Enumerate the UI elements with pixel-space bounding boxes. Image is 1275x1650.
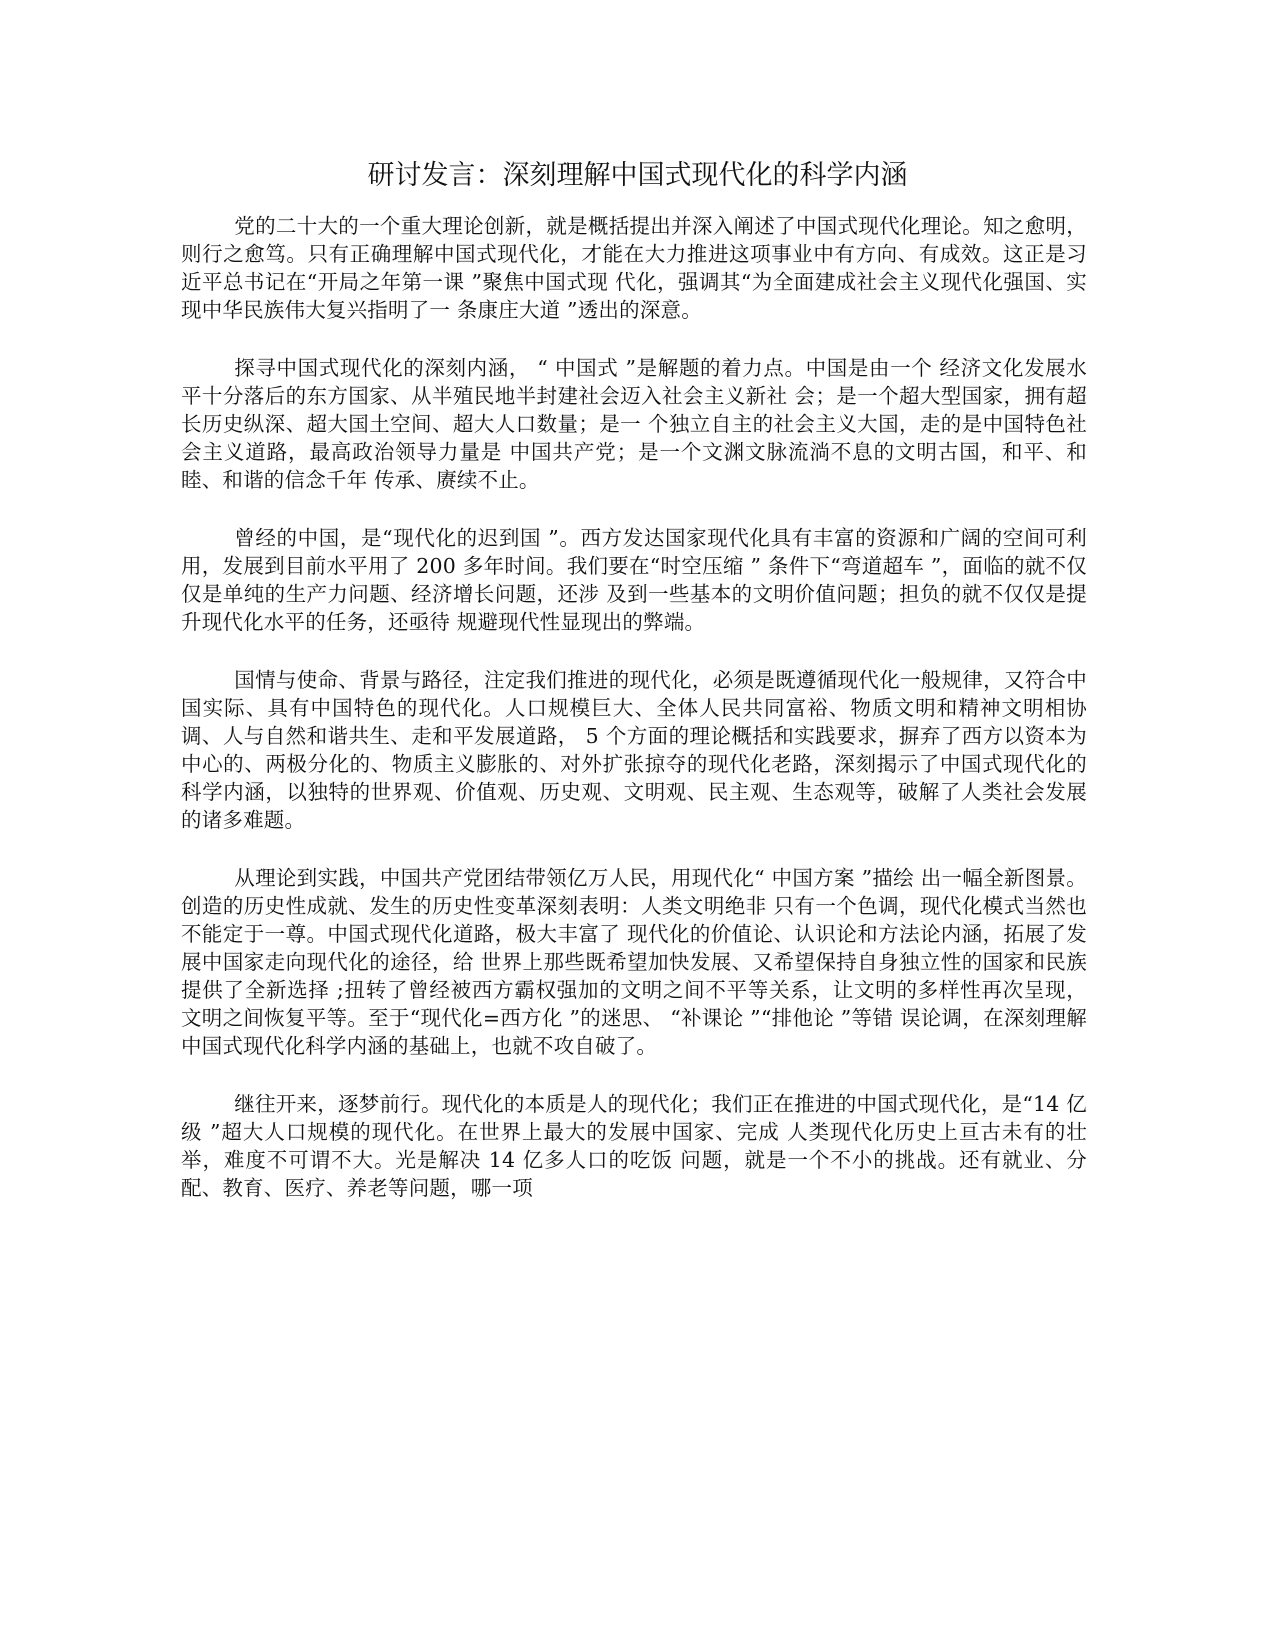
paragraph-4: 国情与使命、背景与路径，注定我们推进的现代化，必须是既遵循现代化一般规律，又符合中国实际、具有中国特色的现代化。人口规模巨大、全体人民共同富裕、物质文明和精神文明相协调、人与自然和谐共生、走和平发展道路， 5 个方面的理论概括和实践要求，摒弃了西方以资本为中心的、两极分化的、物质主义膨胀的、对外扩张掠夺的现代化老路，深刻揭示了中国式现代化的科学内涵，以独特的世界观、价值观、历史观、文明观、民主观、生态观等，破解了人类社会发展的诸多难题。 xyxy=(181,668,1087,832)
document-title: 研讨发言：深刻理解中国式现代化的科学内涵 xyxy=(367,160,908,191)
paragraph-2: 探寻中国式现代化的深刻内涵， “ 中国式 ”是解题的着力点。中国是由一个 经济文化发展水平十分落后的东方国家、从半殖民地半封建社会迈入社会主义新社 会；是一个超大型国家，拥有超长历史纵深、超大国土空间、超大人口数量；是一 个独立自主的社会主义大国，走的是中国特色社会主义道路，最高政治领导力量是 中国共产党；是一个文渊文脉流淌不息的文明古国，和平、和睦、和谐的信念千年 传承、赓续不止。 xyxy=(181,356,1087,492)
paragraph-1: 党的二十大的一个重大理论创新，就是概括提出并深入阐述了中国式现代化理论。知之愈明，则行之愈笃。只有正确理解中国式现代化，才能在大力推进这项事业中有方向、有成效。这正是习近平总书记在“开局之年第一课 ”聚焦中国式现 代化，强调其“为全面建成社会主义现代化强国、实现中华民族伟大复兴指明了一 条康庄大道 ”透出的深意。 xyxy=(181,214,1087,322)
paragraph-6: 继往开来，逐梦前行。现代化的本质是人的现代化；我们正在推进的中国式现代化，是“14 亿级 ”超大人口规模的现代化。在世界上最大的发展中国家、完成 人类现代化历史上亘古未有的壮举，难度不可谓不大。光是解决 14 亿多人口的吃饭 问题，就是一个不小的挑战。还有就业、分配、教育、医疗、养老等问题，哪一项 xyxy=(181,1092,1087,1200)
paragraph-3: 曾经的中国，是“现代化的迟到国 ”。西方发达国家现代化具有丰富的资源和广阔的空间可利用，发展到目前水平用了 200 多年时间。我们要在“时空压缩 ” 条件下“弯道超车 ”，面临的就不仅仅是单纯的生产力问题、经济增长问题，还涉 及到一些基本的文明价值问题；担负的就不仅仅是提升现代化水平的任务，还亟待 规避现代性显现出的弊端。 xyxy=(181,526,1087,634)
paragraph-5: 从理论到实践，中国共产党团结带领亿万人民，用现代化“ 中国方案 ”描绘 出一幅全新图景。创造的历史性成就、发生的历史性变革深刻表明：人类文明绝非 只有一个色调，现代化模式当然也不能定于一尊。中国式现代化道路，极大丰富了 现代化的价值论、认识论和方法论内涵，拓展了发展中国家走向现代化的途径，给 世界上那些既希望加快发展、又希望保持自身独立性的国家和民族提供了全新选择 ;扭转了曾经被西方霸权强加的文明之间不平等关系，让文明的多样性再次呈现， 文明之间恢复平等。至于“现代化=西方化 ”的迷思、 “补课论 ”“排他论 ”等错 误论调，在深刻理解中国式现代化科学内涵的基础上，也就不攻自破了。 xyxy=(181,866,1087,1058)
document-body xyxy=(181,212,1087,1232)
